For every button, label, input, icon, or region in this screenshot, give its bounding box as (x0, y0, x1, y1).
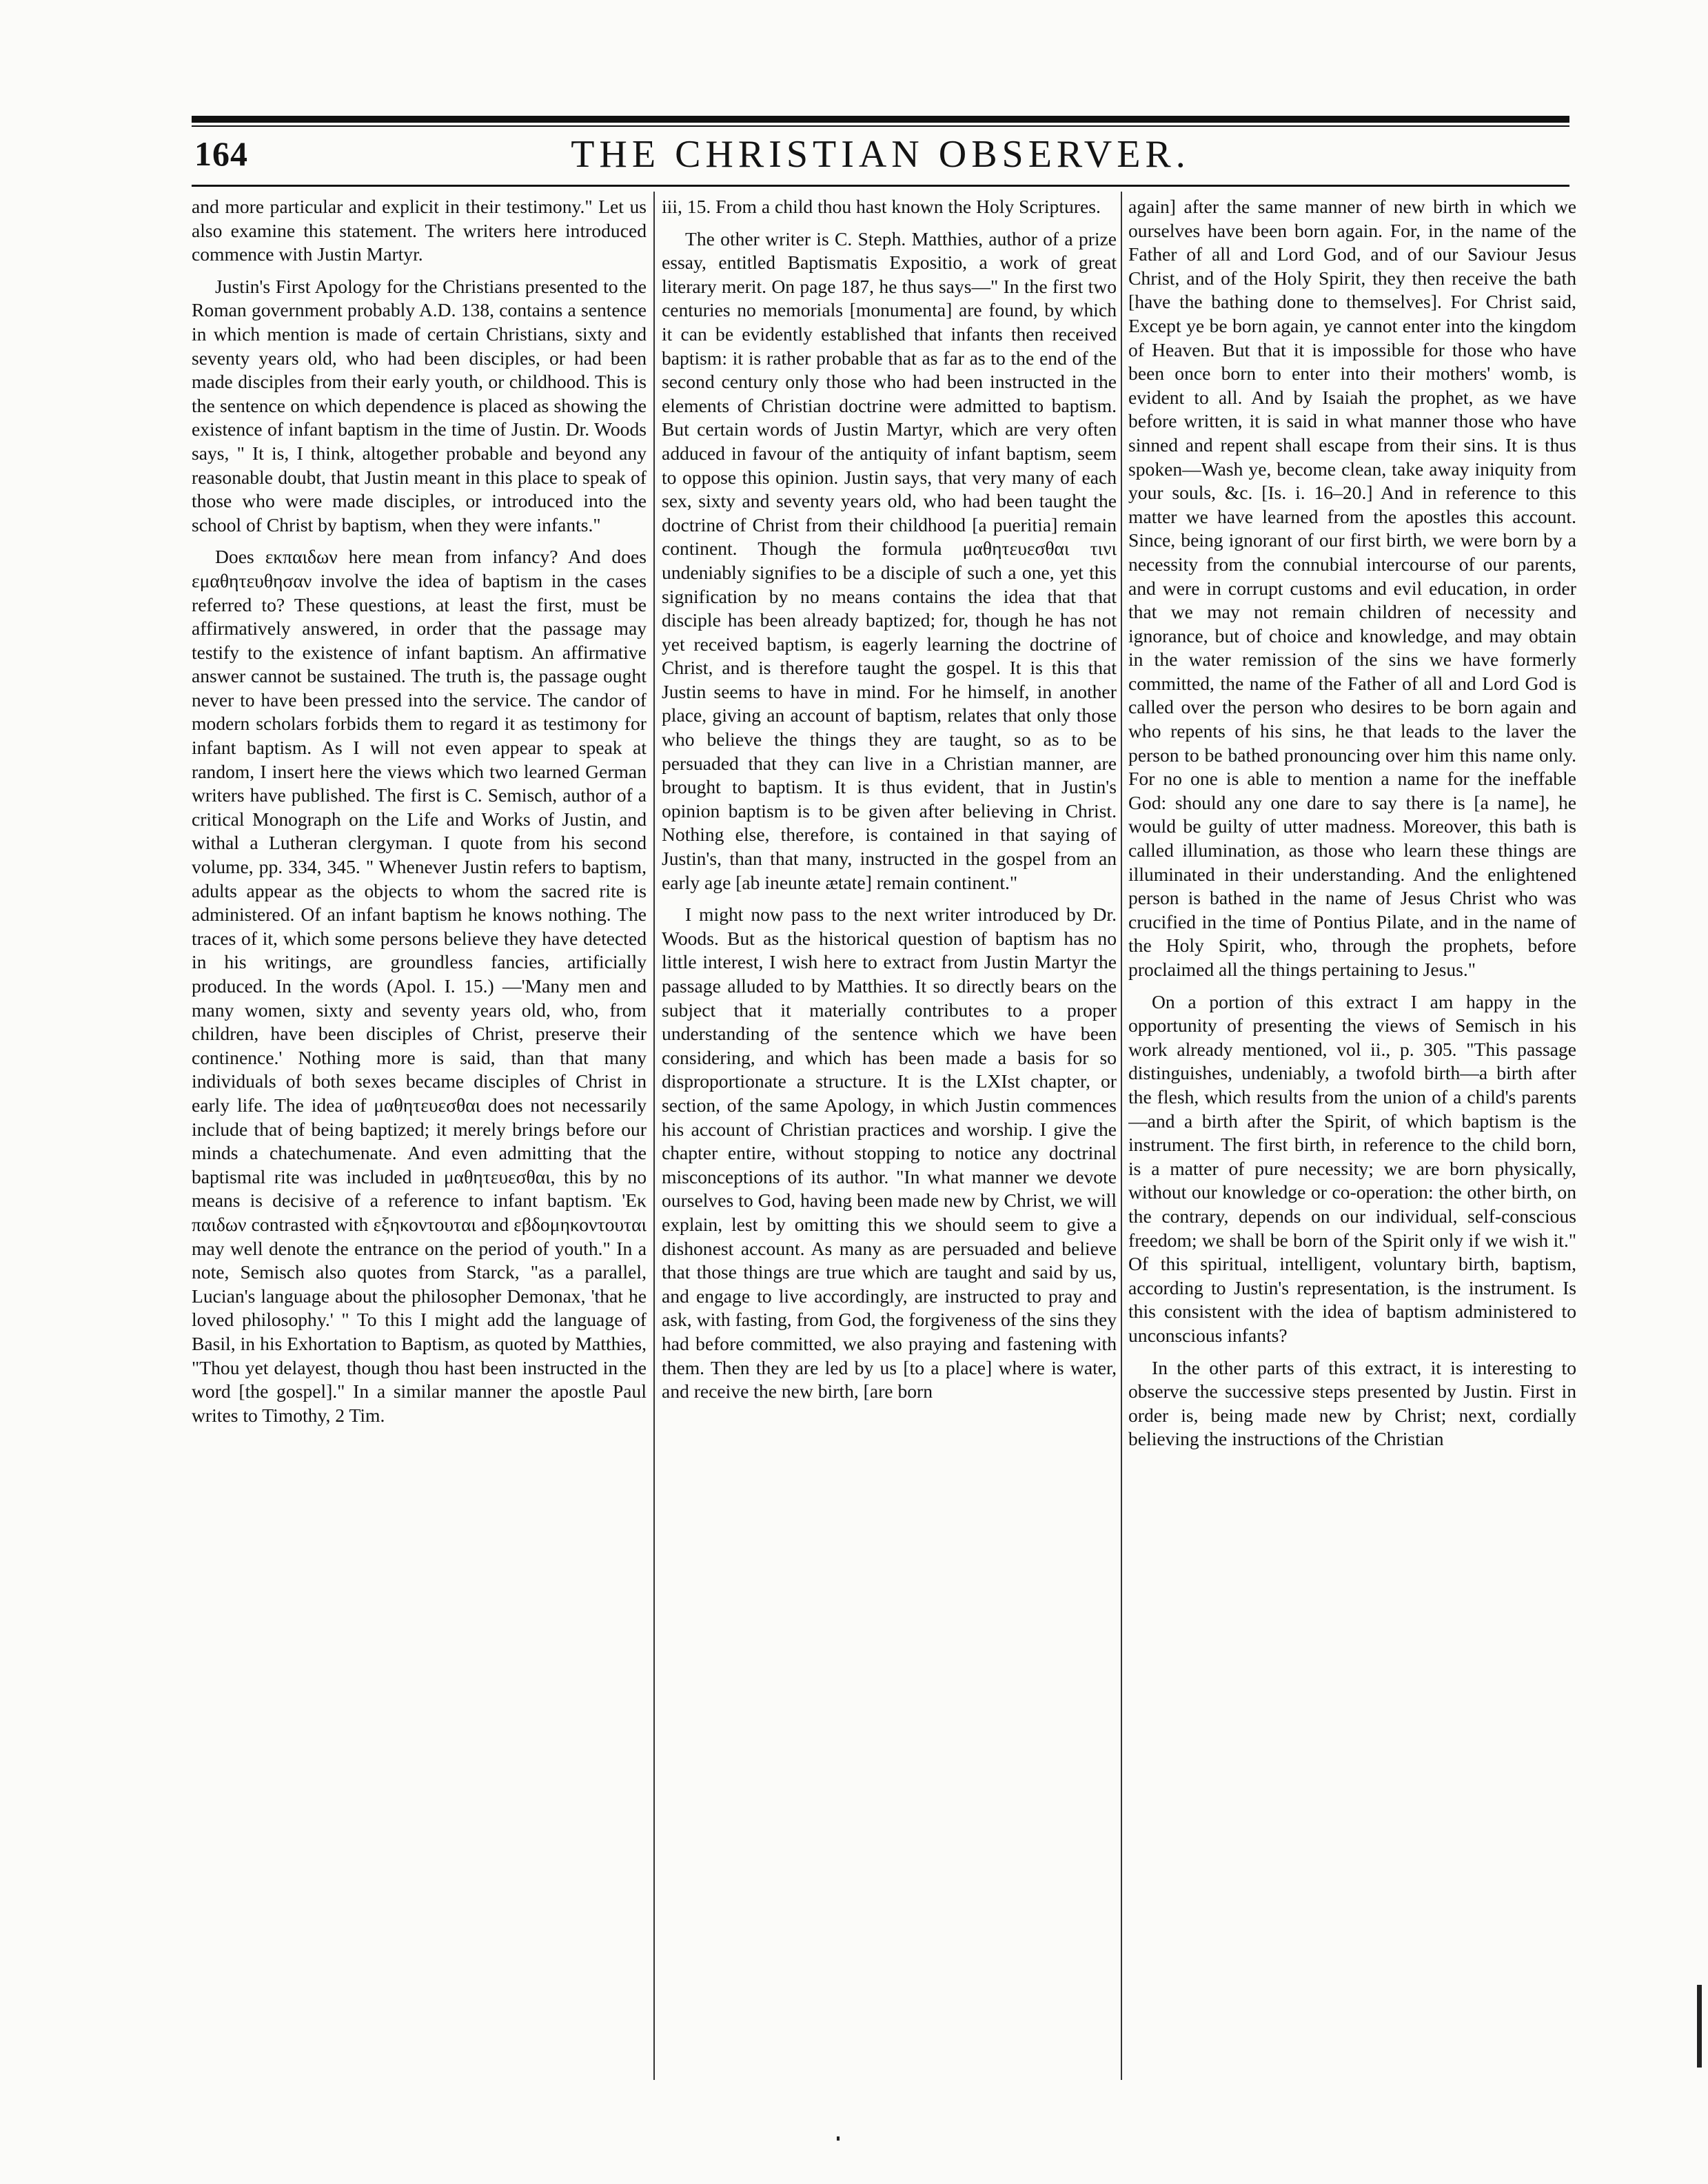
paragraph: again] after the same manner of new birth in which we ourselves have been born again. For, in the name of the Father of all and Lord God, and of our Saviour Jesus Christ, and of the Holy Spirit, they then receive the bath [have the bathing done to themselves]. For Christ said, Except ye be born again, ye cannot enter into the kingdom of Heaven. But that it is impossible for those who have been once born to enter into their mothers' womb, is evident to all. And by Isaiah the prophet, as we have before written, it is said in what manner those who have sinned and repent shall escape from their sins. It is thus spoken—Wash ye, become clean, take away iniquity from your souls, &c. [Is. i. 16–20.] And in reference to this matter we have learned from the apostles this account. Since, being ignorant of our first birth, we were born by a necessity from the connubial intercourse of our parents, and were in corrupt customs and evil education, in order that we may not remain children of necessity and ignorance, but of choice and knowledge, and may obtain in the water remission of the sins we have formerly committed, the name of the Father of all and Lord God is called over the person who desires to be born again and who repents of his sins, he that leads to the laver the person to be bathed pronouncing over him this name only. For no one is able to mention a name for the ineffable God: should any one dare to say there is [a name], he would be guilty of utter madness. Moreover, this bath is called illumination, as those who learn these things are illuminated in their understanding. And the enlightened person is bathed in the name of Jesus Christ who was crucified in the time of Pontius Pilate, and in the name of the Holy Spirit, who, through the prophets, before proclaimed all the things pertaining to Jesus." (1128, 196, 1576, 980)
paragraph: and more particular and explicit in their testimony." Let us also examine this statement. The writers here introduced commence with Justin Martyr. (192, 196, 647, 265)
running-title: THE CHRISTIAN OBSERVER. (571, 133, 1190, 176)
top-double-rule (192, 116, 1569, 127)
scan-speck (837, 2136, 840, 2141)
text-column-right (1128, 195, 1576, 2083)
text-column-middle (662, 195, 1117, 2083)
column-divider (653, 192, 655, 2080)
paragraph: iii, 15. From a child thou hast known the Holy Scriptures. (662, 196, 1101, 217)
paragraph: I might now pass to the next writer introduced by Dr. Woods. But as the historical question of baptism has no little interest, I wish here to extract from Justin Martyr the passage alluded to by Matthies. It so directly bears on the subject that it materially contributes to a proper understanding of the sentence which we have been considering, and which has been made a basis for so disproportionate a structure. It is the LXIst chapter, or section, of the same Apology, in which Justin commences his account of Christian practices and worship. I give the chapter entire, without stopping to notice any doctrinal misconceptions of its author. "In what manner we devote ourselves to God, having been made new by Christ, we will explain, lest by omitting this we should seem to give a dishonest account. As many as are persuaded and believe that those things are true which are taught and said by us, and engage to live accordingly, are instructed to pray and ask, with fasting, from God, the forgiveness of the sins they had before committed, we also praying and fastening with them. Then they are led by us [to a place] where is water, and receive the new birth, [are born (662, 904, 1117, 1402)
page-number: 164 (194, 134, 248, 173)
paragraph: Does εκπαιδων here mean from infancy? And does εμαθητευθησαν involve the idea of baptism in the cases referred to? These questions, at least the first, must be affirmatively answered, in order that the passage may testify to the existence of infant baptism. An affirmative answer cannot be sustained. The truth is, the passage ought never to have been pressed into the service. The candor of modern scholars forbids them to regard it as testimony for infant baptism. As I will not even appear to speak at random, I insert here the views which two learned German writers have published. The first is C. Semisch, author of a critical Monograph on the Life and Works of Justin, and withal a Lutheran clergyman. I quote from his second volume, pp. 334, 345. " Whenever Justin refers to baptism, adults appear as the objects to whom the sacred rite is administered. Of an infant baptism he knows nothing. The traces of it, which some persons believe they have detected in his writings, are groundless fancies, artificially produced. In the words (Apol. I. 15.) —'Many men and many women, sixty and seventy years old, who, from children, have been disciples of Christ, preserve their continence.' Nothing more is said, than that many individuals of both sexes became disciples of Christ in early life. The idea of μαθητευεσθαι does not necessarily include that of being baptized; it merely brings before our minds a chatechumenate. And even admitting that the baptismal rite was included in μαθητευεσθαι, this by no means is decisive of a reference to infant baptism. 'Εκ παιδων contrasted with εξηκοντουται and εβδομηκοντουται may well denote the entrance on the period of youth." In a note, Semisch also quotes from Starck, "as a parallel, Lucian's language about the philosopher Demonax, 'that he loved philosophy.' " To this I might add the language of Basil, in his Exhortation to Baptism, as quoted by Matthies, "Thou yet delayest, though thou hast been instructed in the word [the gospel]." In a similar manner the apostle Paul writes to Timothy, 2 Tim. (192, 546, 647, 1426)
page-header (192, 132, 1569, 182)
text-column-left (192, 195, 647, 2083)
paragraph: In the other parts of this extract, it is interesting to observe the successive steps presented by Justin. First in order is, being made new by Christ; next, cordially believing the instructions of the Christian (1128, 1356, 1576, 1450)
scan-edge-mark (1697, 1985, 1702, 2068)
header-rule (192, 185, 1569, 187)
paragraph: The other writer is C. Steph. Matthies, author of a prize essay, entitled Baptismatis Expositio, a work of great literary merit. On page 187, he thus says—" In the first two centuries no memorials [monumenta] are found, by which it can be evidently established that infants then received baptism: it is rather probable that as far as to the end of the second century only those who had been instructed in the elements of Christian doctrine were admitted to baptism. But certain words of Justin Martyr, which are very often adduced in favour of the antiquity of infant baptism, seem to oppose this opinion. Justin says, that very many of each sex, sixty and seventy years old, who had been taught the doctrine of Christ from their childhood [a pueritia] remain continent. Though the formula μαθητευεσθαι τινι undeniably signifies to be a disciple of such a one, yet this signification by no means contains the idea that that disciple has been already baptized; for, though he has not yet received baptism, is eagerly learning the doctrine of Christ, and is therefore taught the gospel. It is this that Justin seems to have in mind. For he himself, in another place, giving an account of baptism, relates that only those who believe the things they are taught, so as to be persuaded that they can live in a Christian manner, are brought to baptism. It is thus evident, that in Justin's opinion baptism is to be given after believing in Christ. Nothing else, therefore, is contained in that saying of Justin's, than that many, instructed in the gospel from an early age [ab ineunte ætate] remain continent." (662, 227, 1117, 893)
paragraph: Justin's First Apology for the Christians presented to the Roman government probably A.D. 138, contains a sentence in which mention is made of certain Christians, sixty and seventy years old, who had been disciples, or had been made disciples from their early youth, or childhood. This is the sentence on which dependence is placed as showing the existence of infant baptism in the time of Justin. Dr. Woods says, " It is, I think, altogether probable and beyond any reasonable doubt, that Justin meant in this place to speak of those who were made disciples, or introduced into the school of Christ by baptism, when they were infants." (192, 275, 647, 535)
paragraph: On a portion of this extract I am happy in the opportunity of presenting the views of Semisch in his work already mentioned, vol ii., p. 305. "This passage distinguishes, undeniably, a twofold birth—a birth after the flesh, which results from the union of a child's parents—and a birth after the Spirit, of which baptism is the instrument. The first birth, in reference to the child born, is a matter of pure necessity; we are born physically, without our knowledge or co-operation: the other birth, on the contrary, depends on our individual, self-conscious freedom; we shall be born of the Spirit only if we wish it." Of this spiritual, intelligent, voluntary birth, baptism, according to Justin's representation, is the instrument. Is this consistent with the idea of baptism administered to unconscious infants? (1128, 990, 1576, 1346)
column-divider (1121, 192, 1122, 2080)
